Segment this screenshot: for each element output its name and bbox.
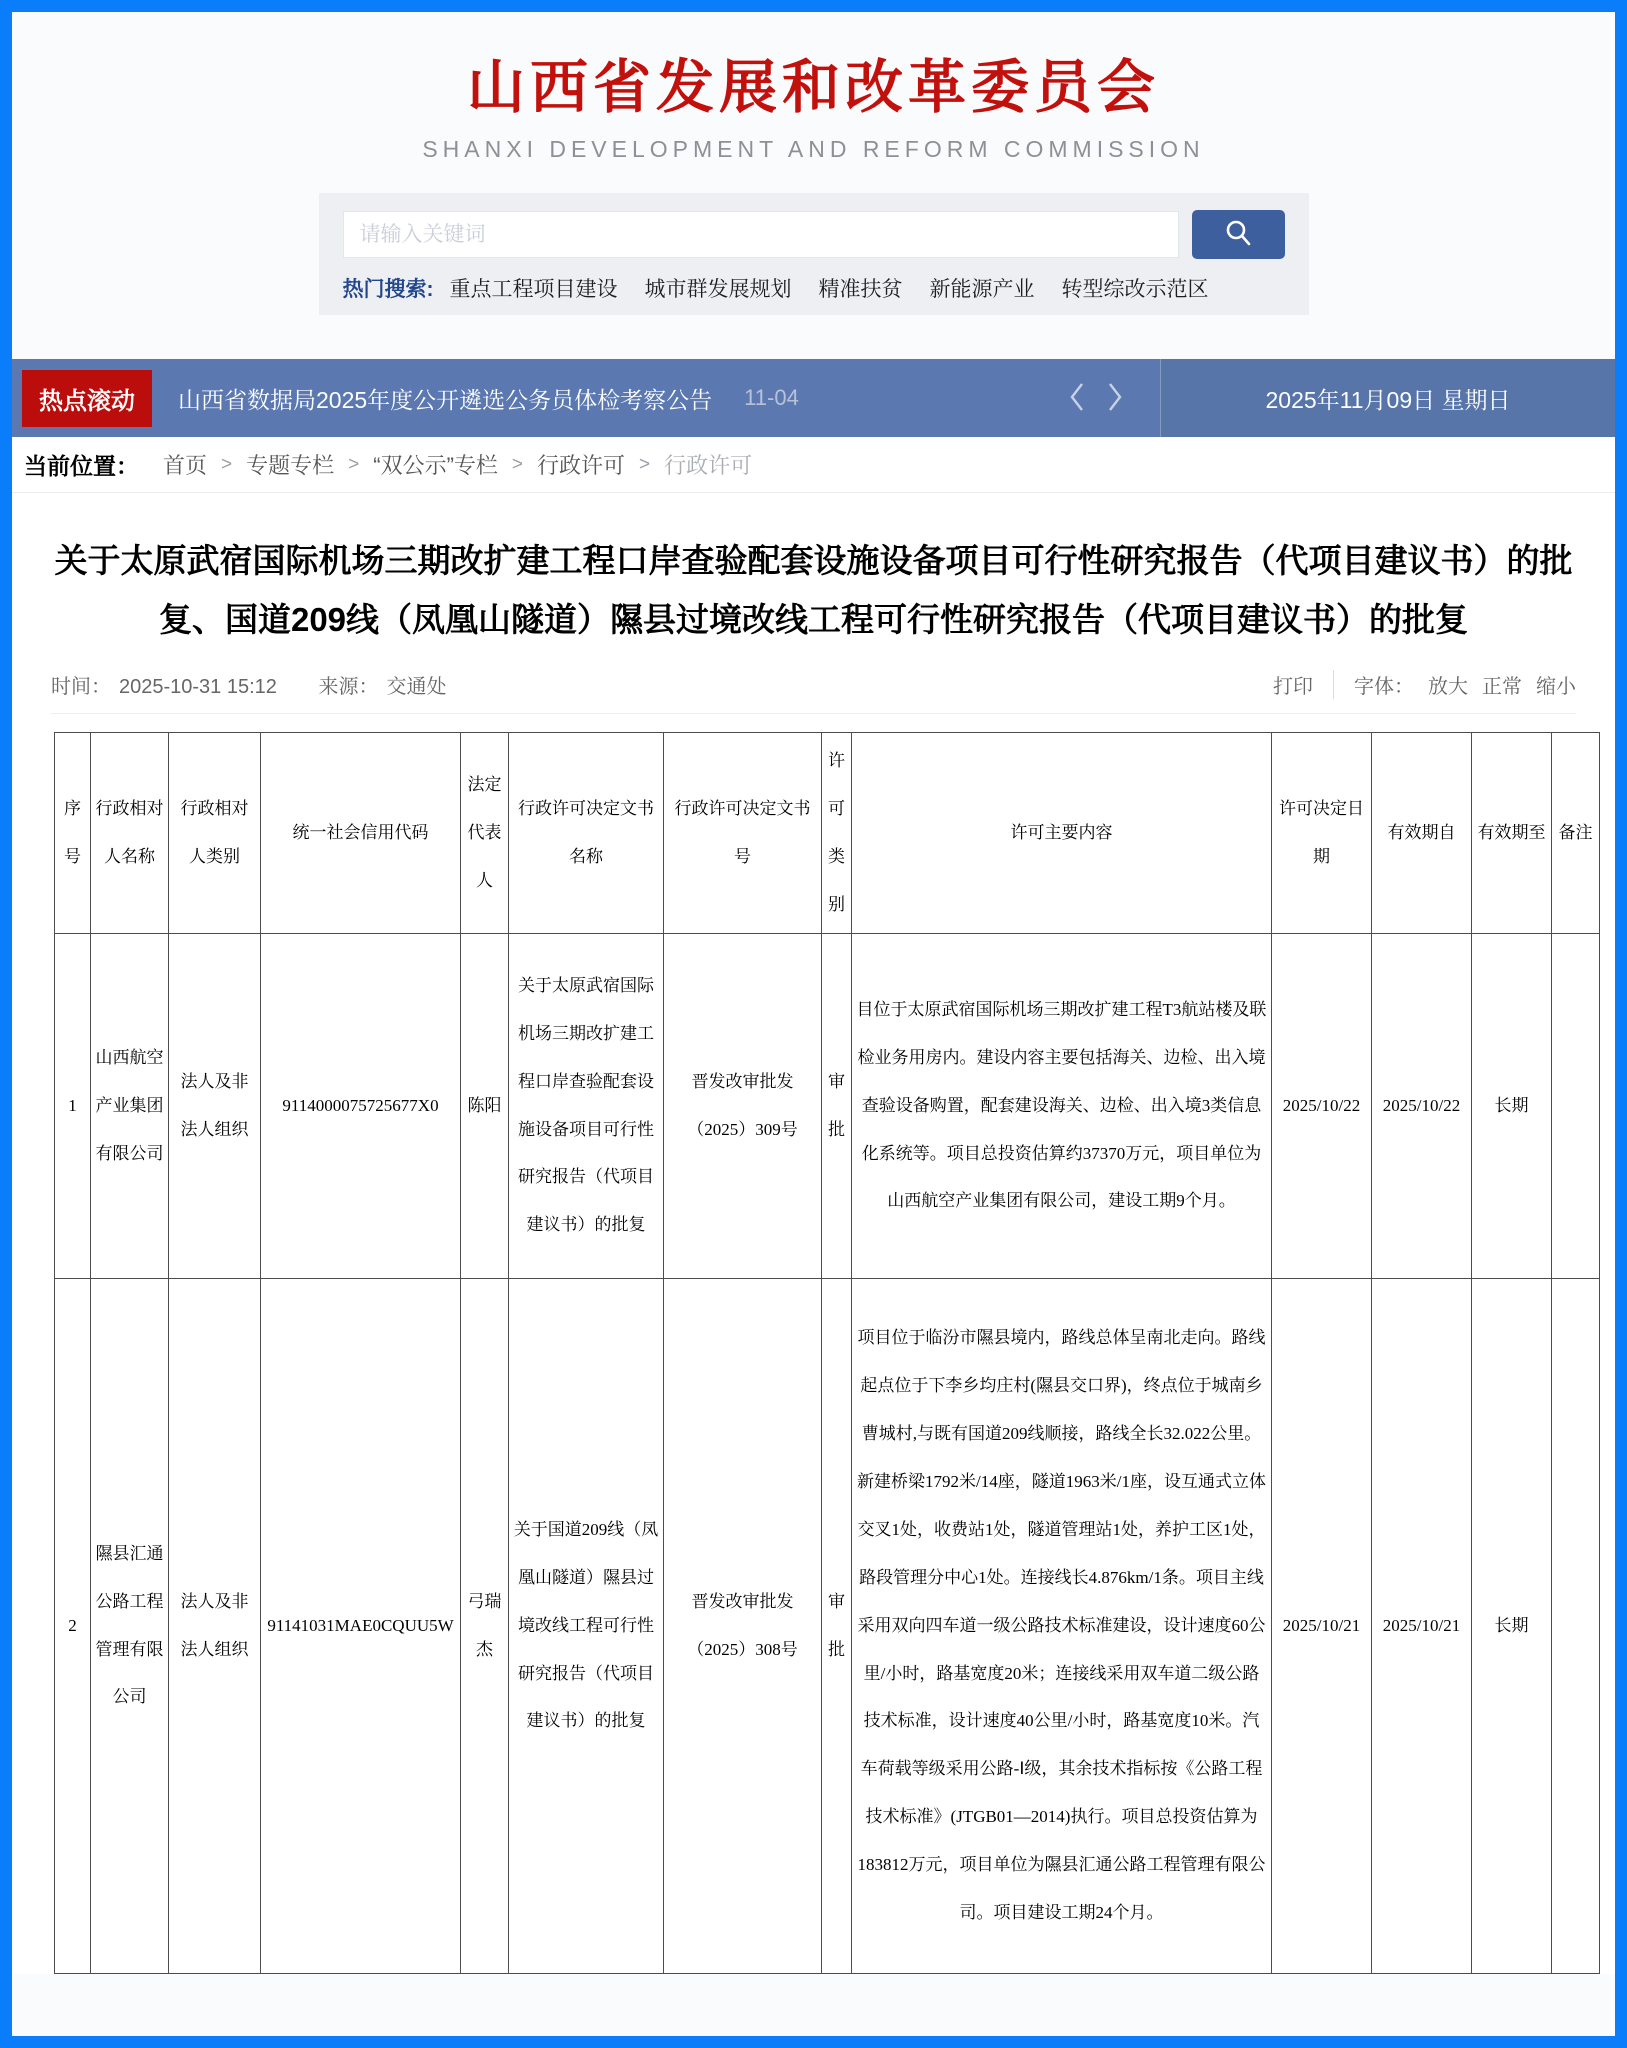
- font-size-label: 字体：: [1354, 675, 1414, 698]
- table-row: [55, 1278, 1600, 1973]
- cell-valid-from: 2025/10/21: [1372, 1278, 1472, 1973]
- cell-remark: [1552, 933, 1600, 1278]
- time-label: 时间：: [51, 675, 111, 698]
- ticker-news-date: 11-04: [744, 385, 799, 410]
- header-content: 许可主要内容: [852, 732, 1272, 933]
- search-panel: [319, 193, 1309, 315]
- cell-doc-no: 晋发改审批发（2025）308号: [664, 1278, 822, 1973]
- news-ticker: [12, 359, 1615, 437]
- header-decision-date: 许可决定日期: [1272, 732, 1372, 933]
- search-button[interactable]: [1192, 210, 1285, 259]
- cell-valid-to: 长期: [1472, 1278, 1552, 1973]
- header-valid-from: 有效期自: [1372, 732, 1472, 933]
- cell-party-name: 隰县汇通公路工程管理有限公司: [91, 1278, 169, 1973]
- ticker-prev-button[interactable]: [1058, 380, 1096, 417]
- ticker-news-link[interactable]: 山西省数据局2025年度公开遴选公务员体检考察公告: [178, 386, 713, 413]
- search-input[interactable]: [343, 211, 1179, 258]
- hot-search: [343, 273, 1285, 303]
- font-normal-button[interactable]: 正常: [1482, 675, 1522, 698]
- font-larger-button[interactable]: 放大: [1428, 675, 1468, 698]
- hot-search-item[interactable]: 重点工程项目建设: [449, 278, 618, 301]
- chevron-left-icon: [1067, 380, 1087, 417]
- publish-time: 2025-10-31 15:12: [119, 675, 277, 698]
- table-row: [55, 933, 1600, 1278]
- header-license-type: 许可类别: [822, 732, 852, 933]
- breadcrumb-separator: >: [221, 453, 233, 475]
- hot-search-item[interactable]: 城市群发展规划: [644, 278, 792, 301]
- table-header-row: [55, 732, 1600, 933]
- cell-seq: 2: [55, 1278, 91, 1973]
- ticker-date-panel: [1160, 359, 1615, 437]
- cell-valid-from: 2025/10/22: [1372, 933, 1472, 1278]
- page-title: 关于太原武宿国际机场三期改扩建工程口岸查验配套设施设备项目可行性研究报告（代项目建议书）的批复、国道209线（凤凰山隧道）隰县过境改线工程可行性研究报告（代项目建议书）的批复: [54, 542, 1573, 639]
- hot-search-item[interactable]: 新能源产业: [929, 278, 1035, 301]
- breadcrumb: [12, 437, 1615, 493]
- hot-search-item[interactable]: 精准扶贫: [818, 278, 903, 301]
- current-date: 2025年11月09日 星期日: [1265, 386, 1511, 413]
- license-table: [54, 732, 1600, 1974]
- cell-legal-rep: 弓瑞杰: [461, 1278, 509, 1973]
- hot-search-item[interactable]: 转型综改示范区: [1061, 278, 1209, 301]
- header-legal-rep: 法定代表人: [461, 732, 509, 933]
- ticker-next-button[interactable]: [1096, 380, 1134, 417]
- header-valid-to: 有效期至: [1472, 732, 1552, 933]
- cell-decision-date: 2025/10/21: [1272, 1278, 1372, 1973]
- cell-credit-code: 91141031MAE0CQUU5W: [261, 1278, 461, 1973]
- breadcrumb-separator: >: [511, 453, 524, 475]
- cell-license-type: 审批: [822, 1278, 852, 1973]
- font-smaller-button[interactable]: 缩小: [1536, 675, 1576, 698]
- print-button[interactable]: 打印: [1273, 670, 1334, 699]
- source-value: 交通处: [386, 675, 447, 698]
- breadcrumb-dual-publicity[interactable]: “双公示”专栏: [373, 453, 498, 478]
- cell-doc-name: 关于国道209线（凤凰山隧道）隰县过境改线工程可行性研究报告（代项目建议书）的批复: [509, 1278, 664, 1973]
- header-credit-code: 统一社会信用代码: [261, 732, 461, 933]
- cell-legal-rep: 陈阳: [461, 933, 509, 1278]
- breadcrumb-separator: >: [348, 453, 360, 475]
- search-icon: [1223, 218, 1253, 251]
- article-meta: [51, 670, 1576, 714]
- source-label: 来源：: [318, 675, 379, 698]
- breadcrumb-admin-license[interactable]: 行政许可: [537, 453, 626, 478]
- cell-remark: [1552, 1278, 1600, 1973]
- site-title-english: SHANXI DEVELOPMENT AND REFORM COMMISSION: [422, 136, 1205, 162]
- breadcrumb-home[interactable]: 首页: [163, 453, 208, 478]
- cell-decision-date: 2025/10/22: [1272, 933, 1372, 1278]
- site-header: [12, 12, 1615, 163]
- header-seq: 序号: [55, 732, 91, 933]
- cell-party-name: 山西航空产业集团有限公司: [91, 933, 169, 1278]
- header-doc-name: 行政许可决定文书名称: [509, 732, 664, 933]
- hot-search-label: 热门搜索:: [342, 278, 434, 301]
- cell-seq: 1: [55, 933, 91, 1278]
- cell-content: 目位于太原武宿国际机场三期改扩建工程T3航站楼及联检业务用房内。建设内容主要包括海关、边检、出入境查验设备购置，配套建设海关、边检、出入境3类信息化系统等。项目总投资估算约37370万元，项目单位为山西航空产业集团有限公司，建设工期9个月。: [852, 933, 1272, 1278]
- cell-doc-no: 晋发改审批发（2025）309号: [664, 933, 822, 1278]
- cell-party-category: 法人及非法人组织: [169, 1278, 261, 1973]
- cell-valid-to: 长期: [1472, 933, 1552, 1278]
- chevron-right-icon: [1105, 380, 1125, 417]
- breadcrumb-separator: >: [639, 453, 651, 475]
- site-title: 山西省发展和改革委员会: [466, 55, 1160, 120]
- cell-license-type: 审批: [822, 933, 852, 1278]
- breadcrumb-special-columns[interactable]: 专题专栏: [246, 453, 335, 478]
- ticker-badge: 热点滚动: [22, 370, 152, 427]
- breadcrumb-label: 当前位置：: [24, 453, 139, 479]
- header-remark: 备注: [1552, 732, 1600, 933]
- cell-party-category: 法人及非法人组织: [169, 933, 261, 1278]
- header-party-name: 行政相对人名称: [91, 732, 169, 933]
- cell-doc-name: 关于太原武宿国际机场三期改扩建工程口岸查验配套设施设备项目可行性研究报告（代项目建议书）的批复: [509, 933, 664, 1278]
- cell-credit-code: 9114000075725677X0: [261, 933, 461, 1278]
- cell-content: 项目位于临汾市隰县境内，路线总体呈南北走向。路线起点位于下李乡均庄村(隰县交口界)，终点位于城南乡曹城村,与既有国道209线顺接，路线全长32.022公里。新建桥梁1792米/14座，隧道1963米/1座，设互通式立体交叉1处，收费站1处，隧道管理站1处，养护工区1处，路段管理分中心1处。连接线长4.876km/1条。项目主线采用双向四车道一级公路技术标准建设，设计速度60公里/小时，路基宽度20米；连接线采用双车道二级公路技术标准，设计速度40公里/小时，路基宽度10米。汽车荷载等级采用公路-Ⅰ级，其余技术指标按《公路工程技术标准》(JTGB01—2014)执行。项目总投资估算为183812万元，项目单位为隰县汇通公路工程管理有限公司。项目建设工期24个月。: [852, 1278, 1272, 1973]
- header-party-category: 行政相对人类别: [169, 732, 261, 933]
- article-content: [12, 493, 1615, 1974]
- breadcrumb-current: 行政许可: [664, 453, 753, 478]
- header-doc-no: 行政许可决定文书号: [664, 732, 822, 933]
